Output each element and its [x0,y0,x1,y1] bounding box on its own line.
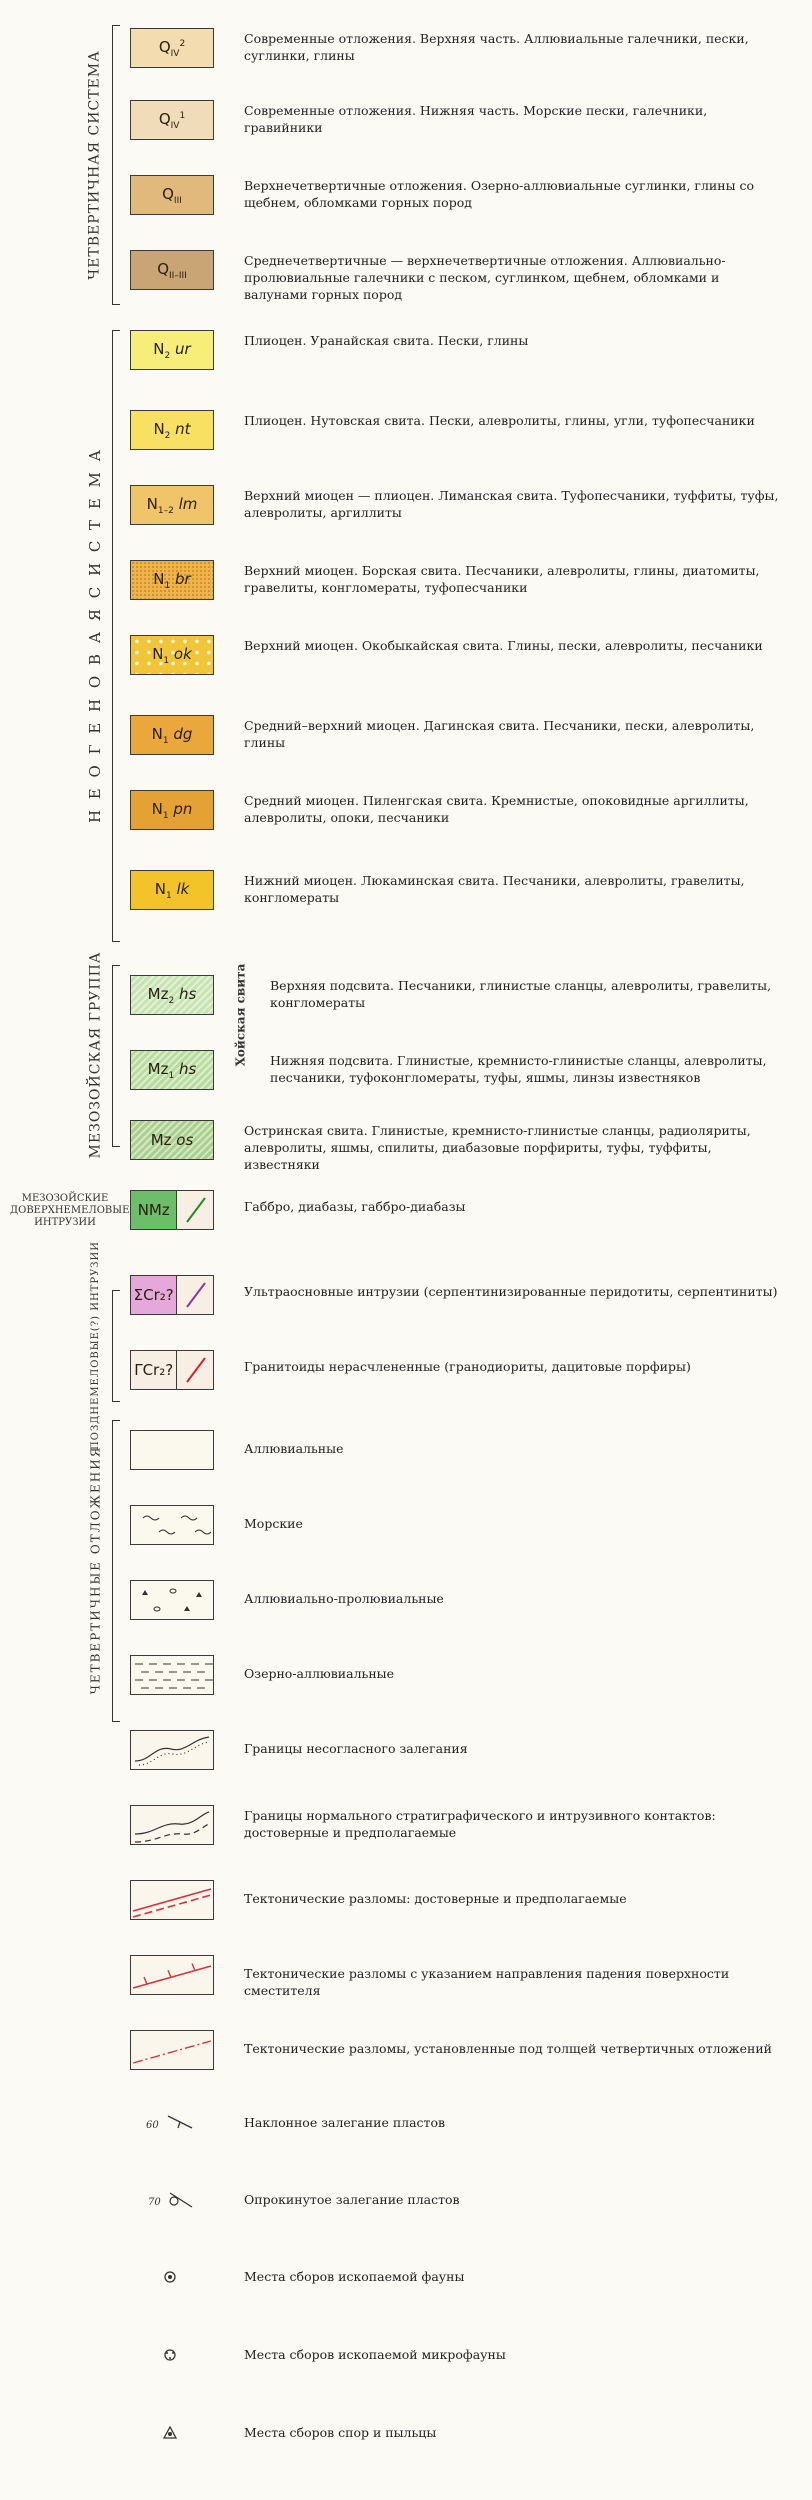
stratum-code-sub: 1 [168,1070,175,1081]
mesozoic-group-label: МЕЗОЗОЙСКАЯ ГРУППА [87,951,103,1159]
stratum-code-suite: nt [170,419,191,438]
mesozoic-intrusions-label: МЕЗОЗОЙСКИЕ ДОВЕРХНЕМЕЛОВЫЕ ИНТРУЗИИ [10,1193,130,1228]
deposit-description: Аллювиально-пролювиальные [244,1591,444,1606]
late-cretaceous-label: ПОЗДНЕМЕЛОВЫЕ(?) ИНТРУЗИИ [89,1240,101,1450]
stratum-description: Плиоцен. Нутовская свита. Пески, алевролиты, глины, угли, туфопесчаники [244,413,755,428]
stratum-code-sub: 1 [163,655,170,666]
stratum-code-sub: III [173,195,182,206]
stratum-code: $Q_{III}$ [162,184,182,206]
deposit-swatch [130,1580,214,1620]
stratum-description: Остринская свита. Глинистые, кремнисто-глинистые сланцы, радиоляриты, алевролиты, яшмы, спилиты, диабазовые порфириты, туфы, туффиты, известняки [244,1123,751,1172]
stratum-description: Верхний миоцен — плиоцен. Лиманская свита. Туфопесчаники, туффиты, туфы, алевролиты, аргиллиты [244,488,779,520]
microfauna-site-icon [140,2340,200,2370]
overturned-bed-icon [140,2185,200,2215]
symbol-description: Места сборов ископаемой фауны [244,2269,465,2284]
boundary-description: Границы несогласного залегания [244,1741,468,1756]
stratum-description: Верхнечетвертичные отложения. Озерно-аллювиальные суглинки, глины со щебнем, обломками горных пород [244,178,755,210]
symbol-description: Наклонное залегание пластов [244,2115,446,2130]
stratum-swatch [130,635,214,675]
stratum-code-suite: os [171,1131,194,1149]
symbol-description: Места сборов ископаемой микрофауны [244,2347,506,2362]
stratum-description: Среднечетвертичные — верхнечетвертичные отложения. Аллювиально-пролювиальные галечники с песком, суглинком, щебнем, обломками и валунами горных пород [244,253,726,302]
stratum-description: Средний–верхний миоцен. Дагинская свита. Песчаники, пески, алевролиты, глины [244,718,755,750]
boundary-description: Тектонические разломы, установленные под толщей четвертичных отложений [244,2041,772,2056]
intrusion-swatch [130,1190,214,1230]
quaternary-system-bracket [112,25,120,305]
stratum-code: $Mz_1$ hs [147,1059,197,1081]
contact-line-icon [179,1277,213,1313]
boundary-description: Тектонические разломы: достоверные и предполагаемые [244,1891,627,1906]
stratum-code-sub: 1 [162,810,169,821]
deposit-swatch [130,1430,214,1470]
deposit-pattern-icon [131,1581,213,1619]
stratum-swatch [130,870,214,910]
stratum-swatch [130,560,214,600]
stratum-code: $N_{1-2}$ lm [146,494,198,516]
stratum-code-sup: 2 [179,38,186,49]
intrusion-code-cell [131,1276,177,1314]
stratum-swatch [130,485,214,525]
quaternary-deposits-label: ЧЕТВЕРТИЧНЫЕ ОТЛОЖЕНИЯ [88,1445,102,1695]
stratum-swatch [130,1120,214,1160]
quaternary-system-label: ЧЕТВЕРТИЧНАЯ СИСТЕМА [87,50,103,280]
stratum-swatch [130,175,214,215]
overturn-angle-label: 70 [148,2197,161,2208]
boundary-swatch [130,1730,214,1770]
stratum-code: $N_1$ dg [151,724,193,746]
stratum-code-sub: 1–2 [157,505,174,516]
stratum-description: Нижний миоцен. Люкаминская свита. Песчаники, алевролиты, гравелиты, конгломераты [244,873,745,905]
stratum-code: $Mz_2$ hs [147,984,197,1006]
stratum-swatch [130,715,214,755]
stratum-code-suite: ok [169,644,192,663]
stratum-swatch [130,1050,214,1090]
stratum-code-suite: pn [168,799,193,818]
stratum-swatch [130,790,214,830]
intrusion-swatch [130,1275,214,1315]
intrusion-description: Габбро, диабазы, габбро-диабазы [244,1199,466,1214]
deposit-description: Озерно-аллювиальные [244,1666,395,1681]
stratum-code-sub: 1 [164,580,171,591]
fauna-site-icon [140,2262,200,2292]
boundary-line-icon [131,1731,213,1769]
neogene-system-bracket [112,330,120,942]
symbol-description: Опрокинутое залегание пластов [244,2192,460,2207]
stratum-description: Плиоцен. Уранайская свита. Пески, глины [244,333,529,348]
mesozoic-group-bracket [112,965,120,1147]
stratum-code-suite: hs [174,984,197,1003]
stratum-code-suite: hs [174,1059,197,1078]
deposit-description: Аллювиальные [244,1441,344,1456]
stratum-swatch [130,100,214,140]
late-cretaceous-bracket [112,1290,120,1402]
intrusion-code-cell [131,1191,177,1229]
stratum-code: $Q_{IV}^1$ [158,109,186,131]
stratum-code-sub: 2 [164,350,171,361]
khoi-suite-label: Хойская свита [233,963,248,1067]
stratum-code-suite: ur [170,339,191,358]
boundary-swatch [130,1880,214,1920]
stratum-code: $Q_{IV}^2$ [158,37,186,59]
stratum-code: Mz os [150,1131,194,1149]
stratum-description: Нижняя подсвита. Глинистые, кремнисто-глинистые сланцы, алевролиты, песчаники, туфоконгломераты, туфы, яшмы, линзы известняков [270,1053,767,1085]
boundary-swatch [130,1805,214,1845]
stratum-code: $Q_{II-III}$ [157,259,187,281]
spore-pollen-site-icon [140,2418,200,2448]
stratum-code-suite: lm [173,494,198,513]
stratum-code: $N_1$ pn [151,799,193,821]
boundary-line-icon [131,1881,213,1919]
boundary-description: Тектонические разломы с указанием направления падения поверхности сместителя [244,1966,730,1998]
intrusion-swatch [130,1350,214,1390]
deposit-pattern-icon [131,1431,213,1469]
stratum-swatch [130,250,214,290]
intrusion-description: Ультраосновные интрузии (серпентинизированные перидотиты, серпентиниты) [244,1284,778,1299]
boundary-line-icon [131,1956,213,1994]
stratum-swatch [130,28,214,68]
deposit-description: Морские [244,1516,303,1531]
stratum-code-sub: IV [170,48,180,59]
intrusion-code: ΓCr₂? [134,1361,174,1379]
boundary-line-icon [131,1806,213,1844]
deposit-pattern-icon [131,1506,213,1544]
stratum-code: $N_2$ ur [153,339,191,361]
deposit-swatch [130,1655,214,1695]
stratum-code: $N_2$ nt [153,419,191,441]
stratum-code-sup: 1 [179,110,186,121]
stratum-swatch [130,975,214,1015]
stratum-swatch [130,410,214,450]
stratum-description: Верхняя подсвита. Песчаники, глинистые сланцы, алевролиты, гравелиты, конгломераты [270,978,772,1010]
stratum-code-suite: lk [171,879,190,898]
stratum-description: Современные отложения. Нижняя часть. Морские пески, галечники, гравийники [244,103,708,135]
stratum-description: Верхний миоцен. Окобыкайская свита. Глины, пески, алевролиты, песчаники [244,638,763,653]
intrusion-code: NMz [137,1201,170,1219]
boundary-swatch [130,2030,214,2070]
stratum-code: $N_1$ ok [152,644,192,666]
stratum-code: $N_1$ br [153,569,191,591]
boundary-line-icon [131,2031,213,2069]
neogene-system-label: Н Е О Г Е Н О В А Я С И С Т Е М А [86,446,104,824]
stratum-code-suite: dg [168,724,193,743]
stratum-swatch [130,330,214,370]
stratum-description: Средний миоцен. Пиленгская свита. Кремнистые, опоковидные аргиллиты, алевролиты, опоки, песчаники [244,793,749,825]
contact-line-icon [179,1192,213,1228]
stratum-code-sub: 1 [162,735,169,746]
stratum-code: $N_1$ lk [154,879,190,901]
deposit-swatch [130,1505,214,1545]
dip-symbol-icon [140,2108,200,2138]
boundary-description: Границы нормального стратиграфического и интрузивного контактов: достоверные и предполагаемые [244,1808,716,1840]
stratum-code-sub: II–III [169,270,187,281]
stratum-code-sub: IV [170,120,180,131]
contact-line-icon [179,1352,213,1388]
symbol-description: Места сборов спор и пыльцы [244,2425,437,2440]
stratum-code-sub: 2 [168,995,175,1006]
dip-angle-label: 60 [146,2120,159,2131]
stratum-code-sub: 1 [165,890,172,901]
intrusion-code: ΣCr₂? [133,1286,174,1304]
quaternary-deposits-bracket [112,1420,120,1722]
stratum-code-suite: br [170,569,191,588]
stratum-description: Современные отложения. Верхняя часть. Аллювиальные галечники, пески, суглинки, глины [244,31,749,63]
stratum-code-sub: 2 [164,430,171,441]
deposit-pattern-icon [131,1656,213,1694]
intrusion-code-cell [131,1351,177,1389]
stratum-description: Верхний миоцен. Борская свита. Песчаники, алевролиты, глины, диатомиты, гравелиты, конгломераты, туфопесчаники [244,563,760,595]
intrusion-description: Гранитоиды нерасчлененные (гранодиориты, дацитовые порфиры) [244,1359,691,1374]
boundary-swatch [130,1955,214,1995]
